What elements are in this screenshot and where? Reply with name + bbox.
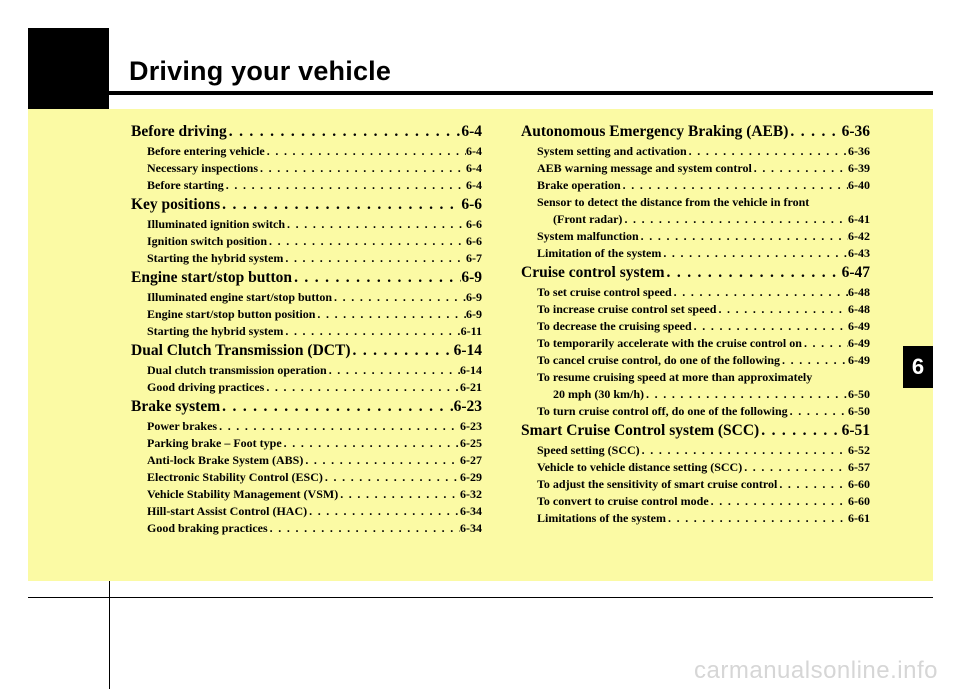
toc-subsection-entry[interactable] <box>521 403 870 420</box>
toc-dot-leader <box>661 245 848 262</box>
toc-dot-leader <box>788 403 848 420</box>
toc-page-number: 6-23 <box>453 398 482 415</box>
toc-page-number: 6-4 <box>461 123 482 140</box>
toc-entry-title: To turn cruise control off, do one of the following <box>537 404 788 418</box>
toc-dot-leader <box>227 121 462 143</box>
toc-dot-leader <box>283 323 460 340</box>
chapter-corner-block <box>28 28 109 109</box>
toc-dot-leader <box>644 386 848 403</box>
toc-entry-title: Illuminated ignition switch <box>147 217 286 231</box>
toc-dot-leader <box>265 143 466 160</box>
toc-section-entry[interactable] <box>131 194 482 216</box>
toc-page-number: 6-50 <box>848 387 870 401</box>
title-rule <box>109 91 933 95</box>
toc-subsection-entry[interactable] <box>521 318 870 335</box>
toc-entry-title: Ignition switch position <box>147 234 268 248</box>
toc-page-number: 6-21 <box>460 380 482 394</box>
toc-subsection-entry[interactable] <box>131 323 482 340</box>
toc-entry-title: To set cruise control speed <box>537 285 672 299</box>
toc-page-number: 6-9 <box>466 307 482 321</box>
toc-dot-leader <box>217 418 460 435</box>
toc-entry-title: Good braking practices <box>147 521 268 535</box>
toc-entry-title: Speed setting (SCC) <box>537 443 640 457</box>
toc-dot-leader <box>285 216 466 233</box>
toc-dot-leader <box>759 420 841 442</box>
toc-subsection-entry[interactable] <box>521 143 870 160</box>
toc-page-number: 6-52 <box>848 443 870 457</box>
toc-dot-leader <box>640 442 848 459</box>
toc-page-number: 6-48 <box>848 285 870 299</box>
toc-dot-leader <box>709 493 848 510</box>
toc-page-number: 6-36 <box>841 123 870 140</box>
toc-entry-title: Dual clutch transmission operation <box>147 363 327 377</box>
toc-section-entry[interactable] <box>131 267 482 289</box>
toc-subsection-entry[interactable] <box>521 510 870 527</box>
toc-subsection-entry[interactable] <box>131 160 482 177</box>
toc-entry-title: Limitation of the system <box>537 246 662 260</box>
toc-entry-title: Before entering vehicle <box>147 144 265 158</box>
toc-entry-title: (Front radar) <box>553 212 623 226</box>
toc-page-number: 6-50 <box>848 404 870 418</box>
toc-page-number: 6-32 <box>460 487 482 501</box>
toc-page-number: 6-34 <box>460 504 482 518</box>
toc-dot-leader <box>672 284 848 301</box>
toc-entry-title: Limitations of the system <box>537 511 666 525</box>
toc-subsection-entry[interactable] <box>131 216 482 233</box>
toc-dot-leader <box>323 469 460 486</box>
toc-dot-leader <box>665 262 842 284</box>
toc-subsection-entry[interactable] <box>521 284 870 301</box>
toc-entry-title: Vehicle to vehicle distance setting (SCC) <box>537 460 743 474</box>
toc-subsection-entry[interactable] <box>521 352 870 369</box>
toc-entry-title: Key positions <box>131 196 221 213</box>
toc-dot-leader <box>264 379 460 396</box>
watermark: carmanualsonline.info <box>694 657 938 684</box>
toc-subsection-entry[interactable] <box>131 520 482 537</box>
toc-page-number: 6-14 <box>453 342 482 359</box>
toc-entry-title: Starting the hybrid system <box>147 324 284 338</box>
toc-entry-title: Before driving <box>131 123 227 140</box>
toc-page-number: 6-49 <box>848 353 870 367</box>
toc-right-column <box>521 121 870 527</box>
toc-page-number: 6-6 <box>466 234 482 248</box>
toc-entry-title: Brake system <box>131 398 221 415</box>
toc-subsection-entry[interactable] <box>131 143 482 160</box>
toc-page-number: 6-6 <box>466 217 482 231</box>
toc-dot-leader <box>220 194 461 216</box>
toc-dot-leader <box>639 228 848 245</box>
toc-left-column <box>131 121 482 537</box>
toc-dot-leader <box>258 160 466 177</box>
toc-page-number: 6-43 <box>848 246 870 260</box>
toc-dot-leader <box>303 452 460 469</box>
toc-page-number: 6-48 <box>848 302 870 316</box>
toc-entry-title: To temporarily accelerate with the cruise control on <box>537 336 802 350</box>
toc-page-number: 6-7 <box>466 251 482 265</box>
toc-subsection-entry[interactable] <box>521 301 870 318</box>
toc-entry-title: To convert to cruise control mode <box>537 494 709 508</box>
toc-subsection-entry[interactable] <box>131 362 482 379</box>
toc-entry-title: AEB warning message and system control <box>537 161 752 175</box>
page-title: Driving your vehicle <box>129 56 392 86</box>
toc-section-entry[interactable] <box>131 396 482 418</box>
toc-page-number: 6-23 <box>460 419 482 433</box>
toc-entry-title: Autonomous Emergency Braking (AEB) <box>521 123 789 140</box>
toc-entry-title: Smart Cruise Control system (SCC) <box>521 422 760 439</box>
toc-entry-title: To increase cruise control set speed <box>537 302 717 316</box>
toc-page-number: 6-4 <box>466 161 482 175</box>
toc-subsection-entry[interactable] <box>131 452 482 469</box>
toc-dot-leader <box>802 335 848 352</box>
toc-section-entry[interactable] <box>521 121 870 143</box>
toc-page-number: 6-27 <box>460 453 482 467</box>
toc-subsection-entry[interactable] <box>521 228 870 245</box>
toc-entry-title: Good driving practices <box>147 380 265 394</box>
toc-subsection-entry[interactable] <box>131 250 482 267</box>
toc-dot-leader <box>283 250 466 267</box>
toc-subsection-entry[interactable] <box>521 476 870 493</box>
toc-entry-title: Anti-lock Brake System (ABS) <box>147 453 304 467</box>
toc-subsection-entry[interactable] <box>521 386 870 403</box>
toc-section-entry[interactable] <box>131 340 482 362</box>
toc-entry-title: To adjust the sensitivity of smart cruise control <box>537 477 778 491</box>
toc-dot-leader <box>350 340 453 362</box>
toc-page-number: 6-34 <box>460 521 482 535</box>
toc-page-number: 6-4 <box>466 144 482 158</box>
toc-page-number: 6-11 <box>460 324 482 338</box>
toc-subsection-entry[interactable] <box>131 306 482 323</box>
toc-entry-title: System setting and activation <box>537 144 687 158</box>
toc-page-number: 6-14 <box>460 363 482 377</box>
toc-page-number: 6-47 <box>841 264 870 281</box>
toc-dot-leader <box>292 267 461 289</box>
toc-entry-title: System malfunction <box>537 229 639 243</box>
toc-dot-leader <box>622 211 848 228</box>
toc-dot-leader <box>777 476 848 493</box>
toc-entry-title: Parking brake – Foot type <box>147 436 282 450</box>
toc-entry-title: Dual Clutch Transmission (DCT) <box>131 342 351 359</box>
toc-subsection-entry[interactable] <box>521 335 870 352</box>
margin-line <box>109 581 110 689</box>
toc-dot-leader <box>780 352 848 369</box>
toc-entry-continued[interactable]: Sensor to detect the distance from the vehicle in front <box>537 195 810 209</box>
toc-dot-leader <box>666 510 848 527</box>
toc-page-number: 6-36 <box>848 144 870 158</box>
toc-entry-continued[interactable]: To resume cruising speed at more than approximately <box>537 370 813 384</box>
toc-page-number: 6-60 <box>848 477 870 491</box>
toc-entry-title: To decrease the cruising speed <box>537 319 692 333</box>
toc-subsection-entry[interactable] <box>131 469 482 486</box>
toc-subsection-entry[interactable] <box>521 493 870 510</box>
toc-page-number: 6-61 <box>848 511 870 525</box>
toc-section-entry[interactable] <box>521 420 870 442</box>
toc-dot-leader <box>621 177 848 194</box>
toc-entry-title: Vehicle Stability Management (VSM) <box>147 487 339 501</box>
toc-entry-title: Power brakes <box>147 419 218 433</box>
toc-entry-title: Illuminated engine start/stop button <box>147 290 333 304</box>
toc-page-number: 6-9 <box>466 290 482 304</box>
toc-subsection-entry[interactable] <box>521 245 870 262</box>
toc-page-number: 6-57 <box>848 460 870 474</box>
toc-dot-leader <box>692 318 848 335</box>
toc-page-number: 6-60 <box>848 494 870 508</box>
toc-subsection-entry[interactable] <box>131 435 482 452</box>
toc-page-number: 6-49 <box>848 319 870 333</box>
toc-page-number: 6-51 <box>841 422 870 439</box>
toc-subsection-entry[interactable] <box>131 233 482 250</box>
toc-subsection-entry[interactable] <box>131 503 482 520</box>
toc-page-number: 6-4 <box>466 178 482 192</box>
toc-dot-leader <box>327 362 460 379</box>
toc-page-number: 6-6 <box>461 196 482 213</box>
chapter-tab[interactable]: 6 <box>903 346 933 388</box>
toc-entry-title: Necessary inspections <box>147 161 258 175</box>
toc-subsection-entry[interactable] <box>521 177 870 194</box>
toc-entry-title: Before starting <box>147 178 224 192</box>
toc-dot-leader <box>742 459 848 476</box>
toc-dot-leader <box>220 396 453 418</box>
toc-page-number: 6-40 <box>848 178 870 192</box>
toc-entry-title: Engine start/stop button position <box>147 307 316 321</box>
toc-page-number: 6-39 <box>848 161 870 175</box>
toc-dot-leader <box>307 503 460 520</box>
toc-subsection-entry[interactable] <box>521 459 870 476</box>
toc-entry-title: Hill-start Assist Control (HAC) <box>147 504 308 518</box>
toc-subsection-entry[interactable] <box>131 379 482 396</box>
toc-entry-title: Electronic Stability Control (ESC) <box>147 470 323 484</box>
bottom-rule <box>28 597 933 598</box>
toc-entry-title: 20 mph (30 km/h) <box>553 387 645 401</box>
toc-entry-title: To cancel cruise control, do one of the following <box>537 353 780 367</box>
toc-dot-leader <box>224 177 466 194</box>
toc-page-number: 6-41 <box>848 212 870 226</box>
toc-page-number: 6-9 <box>461 269 482 286</box>
toc-dot-leader <box>752 160 848 177</box>
toc-dot-leader <box>315 306 466 323</box>
toc-section-entry[interactable] <box>131 121 482 143</box>
toc-dot-leader <box>268 520 460 537</box>
toc-entry-title: Engine start/stop button <box>131 269 293 286</box>
toc-dot-leader <box>282 435 460 452</box>
toc-dot-leader <box>267 233 466 250</box>
toc-subsection-entry[interactable] <box>521 211 870 228</box>
toc-page-number: 6-25 <box>460 436 482 450</box>
toc-dot-leader <box>788 121 841 143</box>
toc-dot-leader <box>332 289 466 306</box>
toc-page-number: 6-49 <box>848 336 870 350</box>
toc-subsection-entry[interactable] <box>131 486 482 503</box>
toc-entry-title: Starting the hybrid system <box>147 251 284 265</box>
toc-page-number: 6-29 <box>460 470 482 484</box>
toc-subsection-entry[interactable] <box>521 160 870 177</box>
toc-section-entry[interactable] <box>521 262 870 284</box>
toc-subsection-entry[interactable] <box>131 177 482 194</box>
toc-subsection-entry[interactable] <box>521 442 870 459</box>
toc-dot-leader <box>687 143 848 160</box>
toc-subsection-entry[interactable] <box>131 289 482 306</box>
toc-entry-title: Brake operation <box>537 178 621 192</box>
toc-subsection-entry[interactable] <box>131 418 482 435</box>
toc-dot-leader <box>338 486 460 503</box>
toc-dot-leader <box>716 301 848 318</box>
toc-entry-title: Cruise control system <box>521 264 665 281</box>
toc-page-number: 6-42 <box>848 229 870 243</box>
